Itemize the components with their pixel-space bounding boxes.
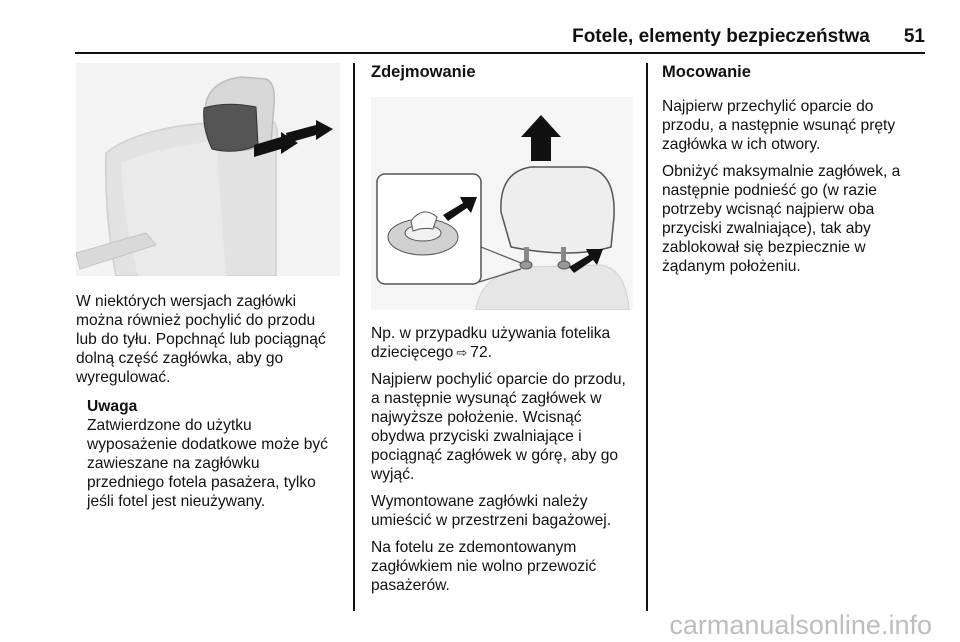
paragraph-tilt-adjust: W niektórych wersjach zagłówki można również pochylić do przodu lub do tyłu. Popchnąć lub pociągnąć dolną część zagłówka, aby go wyregulować. <box>76 293 326 386</box>
note-title: Uwaga <box>87 398 138 415</box>
note-body: Zatwierdzone do użytku wyposażenie dodatkowe może być zawieszane na zagłówku przedniego fotela pasażera, tylko jeśli fotel jest nieużywany. <box>87 417 328 510</box>
seat-headrest-tilt-illustration <box>76 63 340 276</box>
headrest-removal-illustration <box>371 97 633 310</box>
column-right <box>662 63 924 284</box>
page-reference-arrow-icon: ⇨ <box>456 345 468 360</box>
paragraph-removal-steps: Najpierw pochylić oparcie do przodu, a następnie wysunąć zagłówek w najwyższe położenie. Wcisnąć obydwa przyciski zwalniające i pociągnąć zagłówek w górę, aby go wyjąć. <box>371 371 626 483</box>
paragraph-installation-1: Najpierw przechylić oparcie do przodu, a następnie wsunąć pręty zagłówka w ich otwory. <box>662 98 896 153</box>
paragraph-child-seat: Np. w przypadku używania fotelika dziecięcego ⇨ 72. <box>371 325 611 361</box>
note-block <box>87 397 340 511</box>
section-title: Fotele, elementy bezpieczeństwa <box>572 26 870 47</box>
paragraph-installation-2: Obniżyć maksymalnie zagłówek, a następnie podnieść go (w razie potrzeby wcisnąć najpierw oba przyciski zwalniające), tak aby zablokował się bezpiecznie w żądanym położeniu. <box>662 163 901 275</box>
heading-installation: Mocowanie <box>662 63 751 81</box>
column-left <box>76 63 340 511</box>
paragraph-storage: Wymontowane zagłówki należy umieścić w przestrzeni bagażowej. <box>371 493 612 529</box>
column-middle <box>371 63 637 603</box>
page-number: 51 <box>903 26 925 47</box>
column-divider-2 <box>646 63 648 611</box>
header-divider <box>75 52 925 54</box>
watermark: carmanualsonline.info <box>669 610 932 640</box>
heading-removal: Zdejmowanie <box>371 63 476 81</box>
paragraph-warning: Na fotelu ze zdemontowanym zagłówkiem nie wolno przewozić pasażerów. <box>371 539 597 594</box>
page-reference-link[interactable]: 72. <box>470 344 492 361</box>
page-header <box>75 26 925 48</box>
column-divider-1 <box>353 63 355 611</box>
